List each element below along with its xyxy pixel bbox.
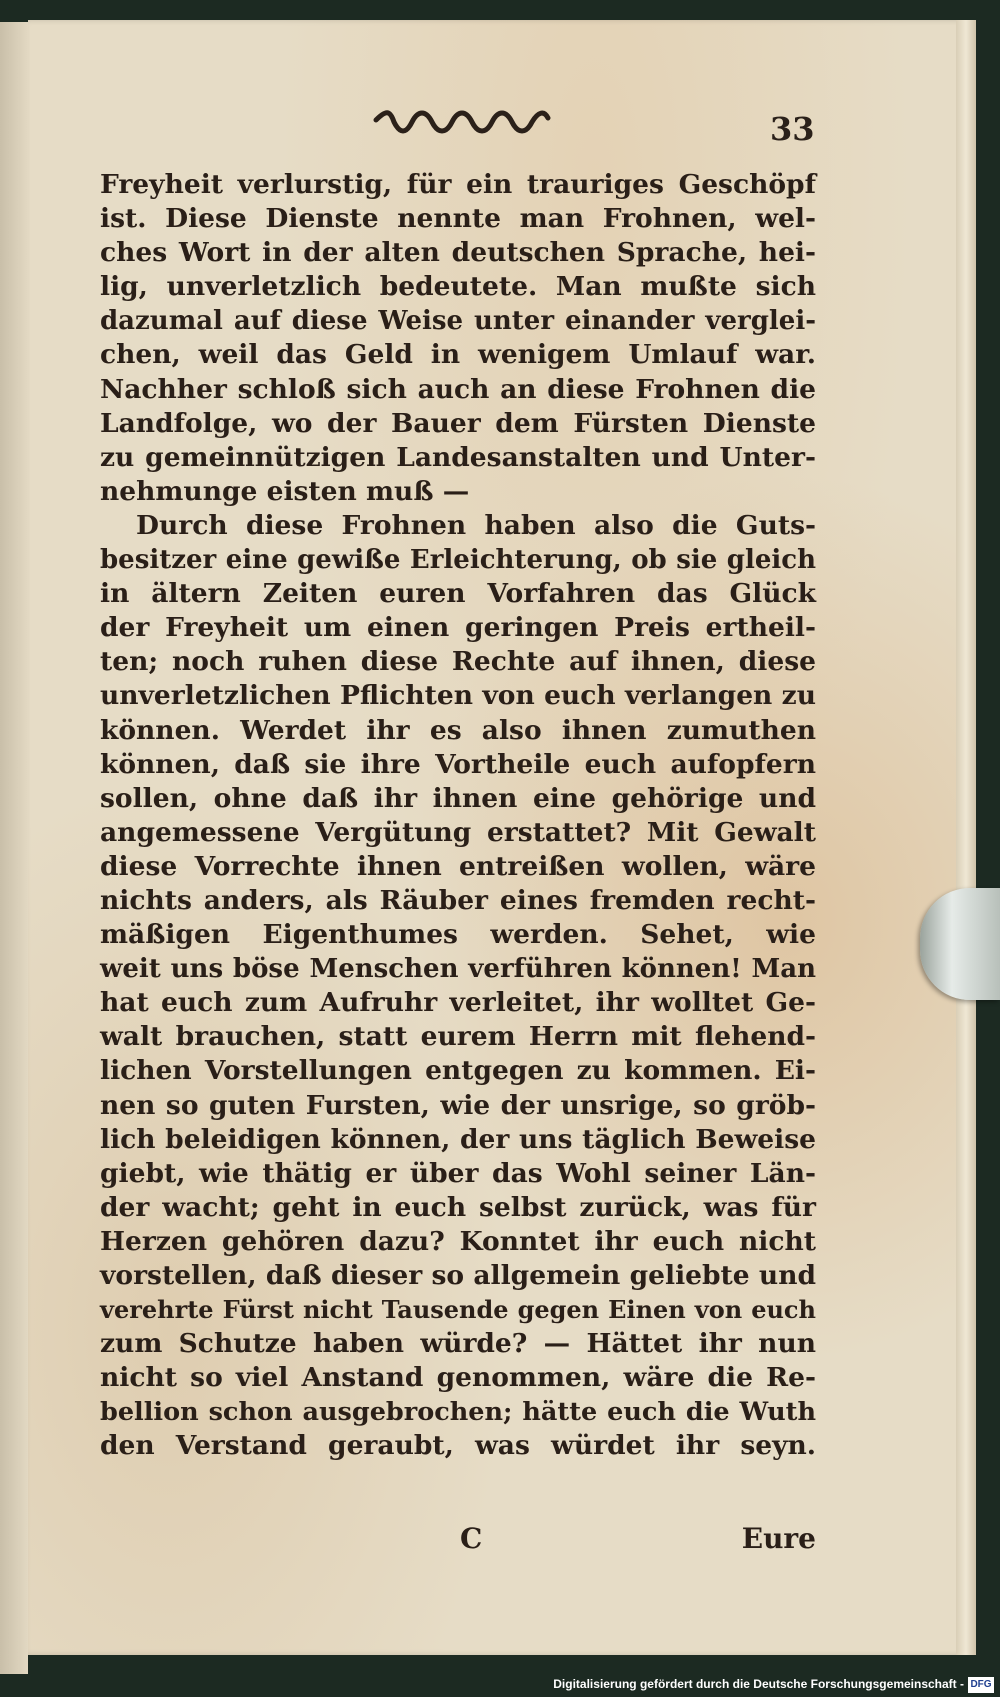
text-line: Herzen gehören dazu? Konntet ihr euch nicht <box>100 1225 816 1257</box>
text-line: der Freyheit um einen geringen Preis ertheil- <box>100 612 816 644</box>
text-line: unverletzlichen Pflichten von euch verlangen zu <box>100 680 816 712</box>
dfg-logo-icon: DFG <box>968 1677 994 1693</box>
text-line: ten; noch ruhen diese Rechte auf ihnen, diese <box>100 646 816 678</box>
page-stack-edge <box>956 20 976 1655</box>
text-line: mäßigen Eigenthumes werden. Sehet, wie <box>100 919 816 951</box>
page-footer <box>100 1522 816 1562</box>
text-line: sollen, ohne daß ihr ihnen eine gehörige und <box>100 782 816 814</box>
text-line: in ältern Zeiten euren Vorfahren das Glück <box>100 578 816 610</box>
text-line: bellion schon ausgebrochen; hätte euch die Wuth <box>100 1397 816 1428</box>
catchword: Eure <box>741 1522 816 1555</box>
text-line: besitzer eine gewiße Erleichterung, ob sie gleich <box>100 545 816 576</box>
text-line: Landfolge, wo der Bauer dem Fürsten Dienste <box>100 407 816 439</box>
text-line: nen so guten Fursten, wie der unsrige, so gröb- <box>100 1089 816 1121</box>
text-line: nehmunge eisten muß — <box>100 475 470 507</box>
text-line: Freyheit verlurstig, für ein trauriges Geschöpf <box>100 169 816 200</box>
text-line: giebt, wie thätig er über das Wohl seiner Län- <box>100 1157 816 1189</box>
text-line: dazumal auf diese Weise unter einander verglei- <box>100 306 816 337</box>
text-line: verehrte Fürst nicht Tausende gegen Einen von euch <box>100 1295 816 1325</box>
credit-bar <box>0 1674 1000 1697</box>
digitization-credit: Digitalisierung gefördert durch die Deutsche Forschungsgemeinschaft - <box>553 1677 964 1691</box>
text-line: diese Vorrechte ihnen entreißen wollen, wäre <box>100 850 816 882</box>
text-line: der wacht; geht in euch selbst zurück, was für <box>100 1191 816 1223</box>
page-number: 33 <box>770 110 815 148</box>
text-line: lich beleidigen können, der uns täglich Beweise <box>100 1123 816 1155</box>
previous-page-edge <box>0 22 28 1677</box>
text-line: nichts anders, als Räuber eines fremden recht- <box>100 884 816 916</box>
text-line: den Verstand geraubt, was würdet ihr seyn. <box>100 1430 816 1462</box>
text-line: ches Wort in der alten deutschen Sprache, hei- <box>100 237 816 269</box>
text-line: können, daß sie ihre Vortheile euch aufopfern <box>100 748 816 780</box>
text-line: vorstellen, daß dieser so allgemein geliebte und <box>100 1260 816 1291</box>
text-line: zu gemeinnützigen Landesanstalten und Unter- <box>100 441 816 473</box>
text-line: lichen Vorstellungen entgegen zu kommen. Ei- <box>100 1055 816 1087</box>
header-ornament-icon <box>372 108 552 138</box>
text-line: Durch diese Frohnen haben also die Guts- <box>136 509 816 541</box>
text-line: können. Werdet ihr es also ihnen zumuthen <box>100 714 816 746</box>
text-line: nicht so viel Anstand genommen, wäre die Re- <box>100 1362 816 1394</box>
page-clip-icon <box>920 888 1000 1000</box>
text-line: Nachher schloß sich auch an diese Frohnen die <box>100 373 816 405</box>
text-line: angemessene Vergütung erstattet? Mit Gewalt <box>100 816 816 848</box>
text-line: hat euch zum Aufruhr verleitet, ihr wolltet Ge- <box>100 987 816 1019</box>
text-line: lig, unverletzlich bedeutete. Man mußte sich <box>100 271 816 303</box>
text-line: zum Schutze haben würde? — Hättet ihr nun <box>100 1328 816 1360</box>
text-line: ist. Diese Dienste nennte man Frohnen, wel- <box>100 203 816 235</box>
text-line: chen, weil das Geld in wenigem Umlauf war. <box>100 339 816 371</box>
text-line: weit uns böse Menschen verführen können! Man <box>100 954 816 985</box>
signature-mark: C <box>460 1522 483 1555</box>
text-line: walt brauchen, statt eurem Herrn mit flehend- <box>100 1021 816 1053</box>
body-text <box>100 168 816 1464</box>
